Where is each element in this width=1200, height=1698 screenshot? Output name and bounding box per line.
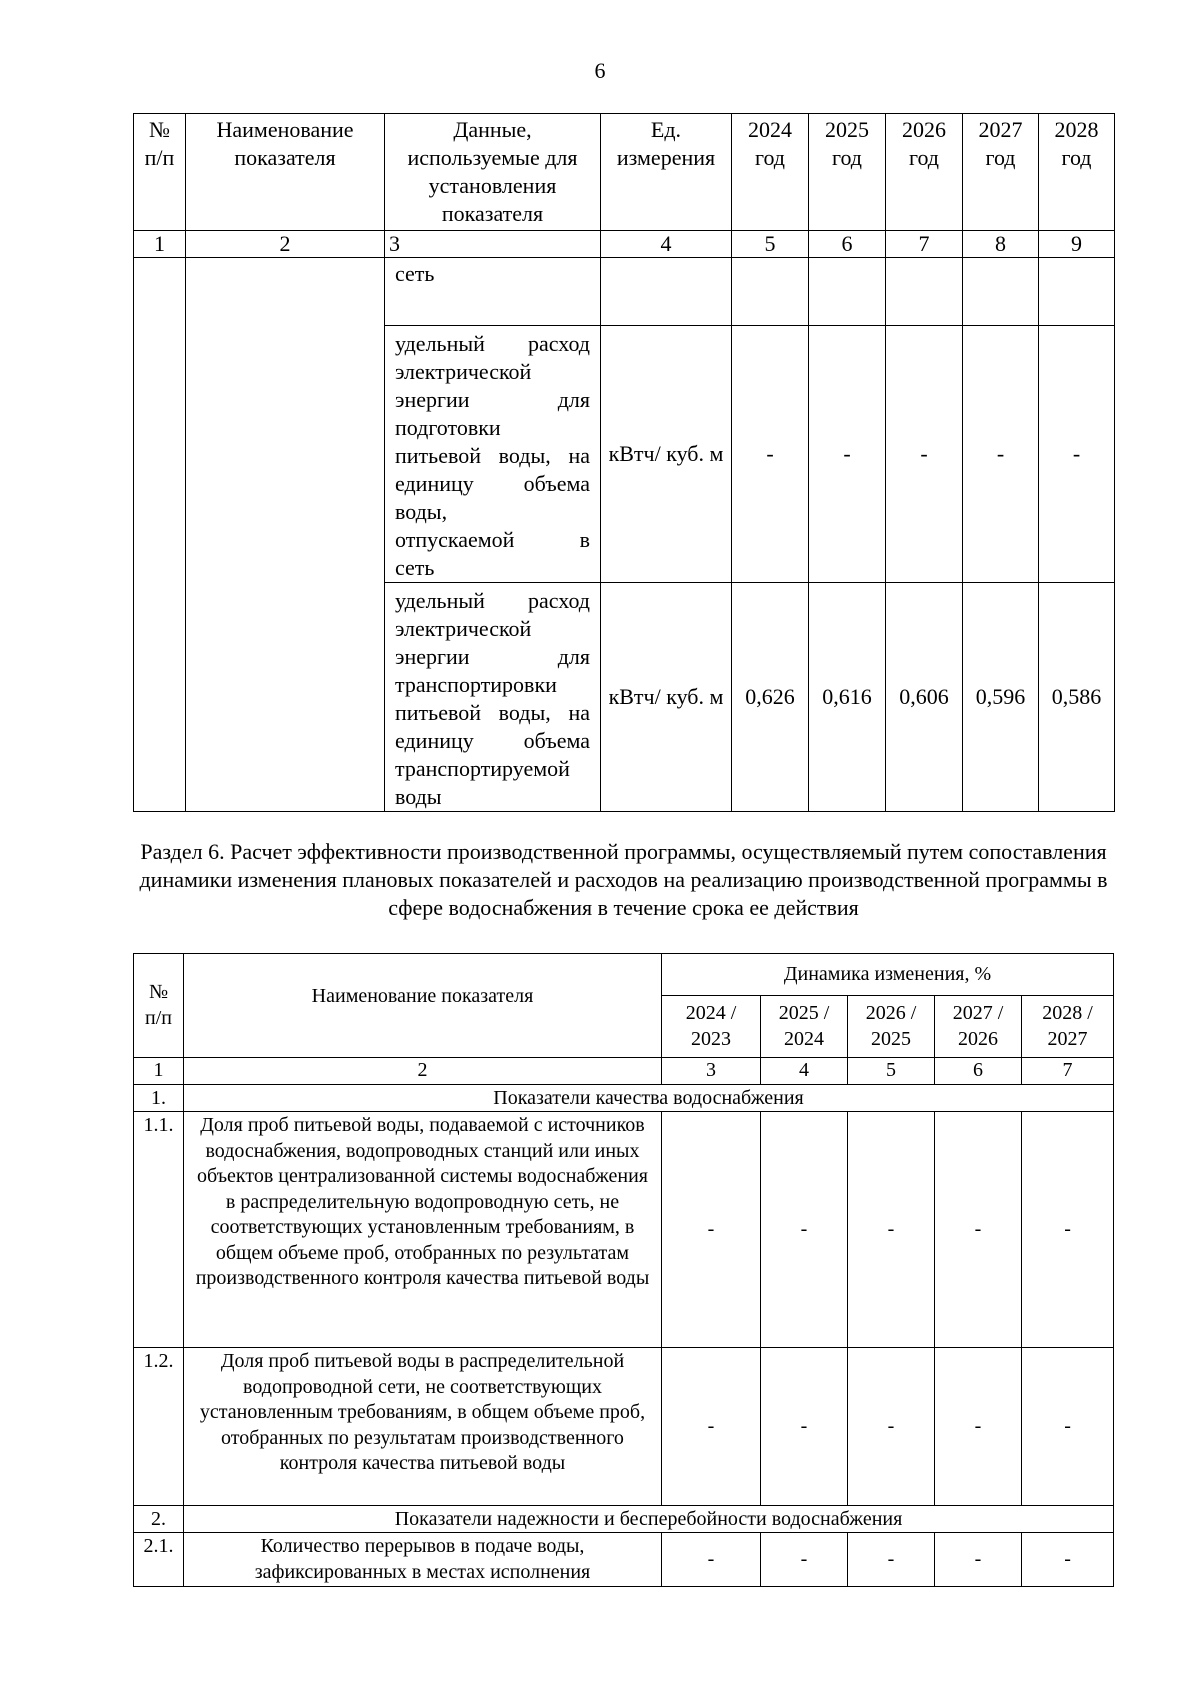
value-cell: - [761,1533,848,1587]
column-number: 2 [186,231,385,258]
value-cell: - [935,1533,1022,1587]
column-number: 9 [1039,231,1115,258]
section-title: Раздел 6. Расчет эффективности производственной программы, осуществляемый путем сопоставления динамики изменения плановых показателей и расходов на реализацию производственной программы в сфере водоснабжения в течение срока ее действия [139,839,1108,920]
row-number: 1.2. [134,1348,184,1506]
table-row [134,1348,1114,1506]
value-cell: 0,586 [1039,583,1115,812]
indicator-name: Доля проб питьевой воды, подаваемой с источников водоснабжения, водопроводных станций или иных объектов централизованной системы водоснабжения в распределительную водопроводную сеть, не соответствующих установленным требованиям, в общем объеме проб, отобранных по результатам производственного контроля качества питьевой воды [184,1112,662,1348]
table-row [134,1112,1114,1348]
column-number: 1 [134,231,186,258]
column-number-row [134,231,1115,258]
column-number: 4 [601,231,732,258]
value-cell: - [963,326,1039,583]
value-cell: 0,616 [809,583,886,812]
section-name: Показатели надежности и бесперебойности водоснабжения [184,1506,1114,1533]
data-cell: сеть [385,258,601,326]
column-number: 5 [848,1058,935,1085]
header-num: № п/п [134,954,184,1058]
indicator-name-cell [186,258,385,812]
header-cell: Данные, используемые для установления показателя [385,114,601,231]
header-year: 2028 / 2027 [1022,996,1114,1058]
column-number: 6 [809,231,886,258]
unit-cell [601,258,732,326]
header-year: 2025 / 2024 [761,996,848,1058]
value-cell: - [662,1533,761,1587]
header-cell: 2028 год [1039,114,1115,231]
table-header-row [134,954,1114,996]
header-cell: 2025 год [809,114,886,231]
value-cell: - [848,1112,935,1348]
column-number: 4 [761,1058,848,1085]
header-cell: 2026 год [886,114,963,231]
header-cell: Ед. измерения [601,114,732,231]
value-cell: - [935,1112,1022,1348]
value-cell: - [848,1348,935,1506]
header-cell: 2027 год [963,114,1039,231]
column-number: 2 [184,1058,662,1085]
header-cell: № п/п [134,114,186,231]
column-number: 5 [732,231,809,258]
value-cell: - [1022,1533,1114,1587]
value-cell: - [732,326,809,583]
value-cell: - [1039,326,1115,583]
section-row [134,1506,1114,1533]
value-cell: 0,606 [886,583,963,812]
value-cell: - [935,1348,1022,1506]
row-number: 2.1. [134,1533,184,1587]
data-cell: удельный расход электрической энергии для транспортировки питьевой воды, на единицу объема транспортируемой воды [385,583,601,812]
table-row [134,258,1115,326]
unit-cell: кВтч/ куб. м [601,583,732,812]
indicator-name: Доля проб питьевой воды в распределительной водопроводной сети, не соответствующих установленным требованиям, в общем объеме проб, отобранных по результатам производственного контроля качества питьевой воды [184,1348,662,1506]
value-cell: - [662,1348,761,1506]
row-number-cell [134,258,186,812]
indicator-name: Количество перерывов в подаче воды, зафиксированных в местах исполнения [184,1533,662,1587]
header-name: Наименование показателя [184,954,662,1058]
column-number: 7 [886,231,963,258]
value-cell: - [886,326,963,583]
value-cell [809,258,886,326]
value-cell: - [662,1112,761,1348]
value-cell: - [848,1533,935,1587]
value-cell: - [761,1112,848,1348]
value-cell: - [1022,1348,1114,1506]
section-name: Показатели качества водоснабжения [184,1085,1114,1112]
value-cell: - [1022,1112,1114,1348]
table-row [134,1533,1114,1587]
efficiency-table [133,953,1114,1587]
column-number: 7 [1022,1058,1114,1085]
header-year: 2027 / 2026 [935,996,1022,1058]
value-cell: 0,596 [963,583,1039,812]
column-number: 6 [935,1058,1022,1085]
header-dynamics: Динамика изменения, % [662,954,1114,996]
header-year: 2026 / 2025 [848,996,935,1058]
indicators-table [133,113,1115,812]
data-cell: удельный расход электрической энергии для подготовки питьевой воды, на единицу объема воды, отпускаемой в сеть [385,326,601,583]
table-header-row [134,114,1115,231]
value-cell [886,258,963,326]
column-number-row [134,1058,1114,1085]
section-row [134,1085,1114,1112]
header-cell: Наименование показателя [186,114,385,231]
value-cell [1039,258,1115,326]
column-number: 3 [385,231,601,258]
value-cell [963,258,1039,326]
unit-cell: кВтч/ куб. м [601,326,732,583]
column-number: 1 [134,1058,184,1085]
value-cell [732,258,809,326]
row-number: 1.1. [134,1112,184,1348]
header-cell: 2024 год [732,114,809,231]
value-cell: 0,626 [732,583,809,812]
value-cell: - [809,326,886,583]
column-number: 8 [963,231,1039,258]
header-year: 2024 / 2023 [662,996,761,1058]
section-number: 2. [134,1506,184,1533]
column-number: 3 [662,1058,761,1085]
page-number: 6 [594,58,606,83]
value-cell: - [761,1348,848,1506]
section-number: 1. [134,1085,184,1112]
